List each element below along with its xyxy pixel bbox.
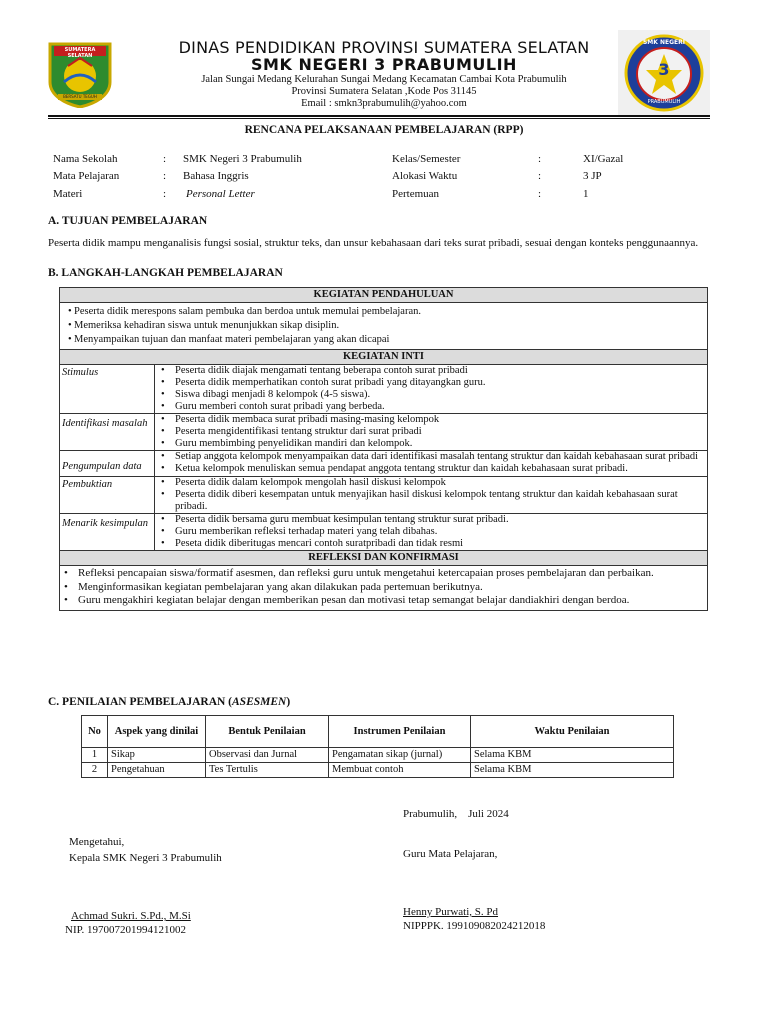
list-item: • Peserta didik membaca surat pribadi masing-masing kelompok — [157, 414, 703, 426]
stimulus-label: Stimulus — [60, 365, 155, 414]
table-cell: Membuat contoh — [329, 763, 471, 778]
list-item: • Setiap anggota kelompok menyampaikan data dari identifikasi masalah tentang struktur dan kaidah kebahasaan surat pribadi — [157, 451, 703, 463]
doc-title: RENCANA PELAKSANAAN PEMBELAJARAN (RPP) — [244, 124, 524, 136]
list-item: • Peserta didik merespons salam pembuka dan berdoa untuk memulai pembelajaran. — [64, 305, 703, 319]
pembuktian-cell — [155, 477, 708, 514]
kepala-name: Achmad Sukri. S.Pd., M.Si — [71, 910, 191, 922]
refleksi-header: REFLEKSI DAN KONFIRMASI — [60, 551, 708, 566]
list-item: • Peserta didik diberi kesempatan untuk menyajikan hasil diskusi kelompok tentang struktur dan kaidah kebahasaan surat pribadi. — [157, 489, 703, 513]
logo-text-bottom: PRABUMULIH — [647, 99, 681, 105]
header-rule-thin — [48, 118, 710, 119]
table-cell: Sikap — [108, 748, 206, 763]
logo-text-top: SMK NEGERI — [642, 39, 686, 46]
refleksi-cell — [60, 566, 708, 611]
table-cell: 2 — [82, 763, 108, 778]
pembuktian-label: Pembuktian — [60, 477, 155, 514]
list-item: • Menginformasikan kegiatan pembelajaran yang akan dilakukan pada pertemuan berikutnya. — [60, 581, 703, 595]
school-name: SMK NEGERI 3 PRABUMULIH — [251, 55, 517, 74]
colon: : — [538, 188, 542, 200]
section-a-title: A. TUJUAN PEMBELAJARAN — [48, 215, 208, 227]
guru-title: Guru Mata Pelajaran, — [403, 848, 498, 860]
list-item: • Peserta didik diajak mengamati tentang beberapa contoh surat pribadi — [157, 365, 703, 377]
school-address — [154, 74, 614, 110]
col-header: Aspek yang dinilai — [108, 716, 206, 748]
list-item: • Peserta mengidentifikasi tentang struktur dari surat pribadi — [157, 426, 703, 438]
label-nama-sekolah: Nama Sekolah — [53, 153, 118, 165]
colon: : — [538, 170, 542, 182]
activity-table — [59, 287, 708, 611]
logo-number: 3 — [658, 60, 670, 79]
header-rule-thick — [48, 115, 710, 117]
label-kelas-semester: Kelas/Semester — [392, 153, 461, 165]
colon: : — [163, 153, 167, 165]
table-cell: Pengamatan sikap (jurnal) — [329, 748, 471, 763]
col-header: No — [82, 716, 108, 748]
menarik-label: Menarik kesimpulan — [60, 514, 155, 551]
list-item: • Ketua kelompok menuliskan semua pendapat anggota tentang struktur dan kaidah kebahasaan surat pribadi. — [157, 463, 703, 475]
section-b-title: B. LANGKAH-LANGKAH PEMBELAJARAN — [48, 267, 283, 279]
value-kelas-semester: XI/Gazal — [583, 153, 624, 165]
table-cell: Selama KBM — [471, 763, 674, 778]
label-mata-pelajaran: Mata Pelajaran — [53, 170, 120, 182]
list-item: • Menyampaikan tujuan dan manfaat materi pembelajaran yang akan dicapai — [64, 333, 703, 347]
value-alokasi-waktu: 3 JP — [583, 170, 602, 182]
section-c-title-suffix: ) — [286, 696, 291, 708]
pengumpulan-cell — [155, 451, 708, 477]
agency-name: DINAS PENDIDIKAN PROVINSI SUMATERA SELATAN — [178, 38, 590, 57]
emblem-text-top: SUMATERA SELATAN — [64, 47, 96, 59]
section-c-title — [48, 696, 290, 708]
list-item: • Peserta didik bersama guru membuat kesimpulan tentang struktur surat pribadi. — [157, 514, 703, 526]
value-materi: Personal Letter — [186, 188, 255, 200]
sumsel-emblem — [44, 38, 116, 108]
col-header: Bentuk Penilaian — [206, 716, 329, 748]
colon: : — [163, 170, 167, 182]
kepala-nip: NIP. 197007201994121002 — [65, 924, 187, 936]
list-item: • Peseta didik diberitugas mencari contoh suratpribadi dan tidak resmi — [157, 538, 703, 550]
table-cell: Pengetahuan — [108, 763, 206, 778]
table-cell: Observasi dan Jurnal — [206, 748, 329, 763]
list-item: • Guru membimbing penyelidikan mandiri dan kelompok. — [157, 438, 703, 450]
table-row — [82, 748, 674, 763]
table-cell: Selama KBM — [471, 748, 674, 763]
list-item: • Peserta didik dalam kelompok mengolah hasil diskusi kelompok — [157, 477, 703, 489]
value-pertemuan: 1 — [583, 188, 589, 200]
email-line: Email : smkn3prabumulih@yahoo.com — [301, 98, 467, 109]
label-alokasi-waktu: Alokasi Waktu — [392, 170, 458, 182]
table-row — [82, 763, 674, 778]
guru-name: Henny Purwati, S. Pd — [403, 906, 499, 918]
assessment-table — [81, 715, 674, 778]
list-item: • Guru mengakhiri kegiatan belajar dengan memberikan pesan dan motivasi tetap semangat belajar dandiakhiri dengan berdoa. — [60, 594, 703, 608]
value-nama-sekolah: SMK Negeri 3 Prabumulih — [183, 153, 302, 165]
value-mata-pelajaran: Bahasa Inggris — [183, 170, 249, 182]
pendahuluan-cell — [60, 303, 708, 350]
list-item: • Memeriksa kehadiran siswa untuk menunjukkan sikap disiplin. — [64, 319, 703, 333]
school-logo — [618, 30, 710, 116]
pengumpulan-label: Pengumpulan data — [60, 451, 155, 477]
emblem-text-bottom: BERSATU TEGUH — [63, 94, 97, 99]
place-date: Prabumulih, Juli 2024 — [403, 808, 509, 820]
table-cell: Tes Tertulis — [206, 763, 329, 778]
label-pertemuan: Pertemuan — [392, 188, 440, 200]
list-item: • Siswa dibagi menjadi 8 kelompok (4-5 siswa). — [157, 389, 703, 401]
kepala-title: Kepala SMK Negeri 3 Prabumulih — [69, 852, 222, 864]
address-line-1: Jalan Sungai Medang Kelurahan Sungai Medang Kecamatan Cambai Kota Prabumulih — [201, 74, 567, 85]
section-a-text: Peserta didik mampu menganalisis fungsi sosial, struktur teks, dan unsur kebahasaan dari teks surat pribadi, sesuai dengan konteks penggunaannya. — [48, 237, 699, 249]
colon: : — [538, 153, 542, 165]
inti-header: KEGIATAN INTI — [60, 350, 708, 365]
menarik-cell — [155, 514, 708, 551]
list-item: • Peserta didik memperhatikan contoh surat pribadi yang ditayangkan guru. — [157, 377, 703, 389]
col-header: Instrumen Penilaian — [329, 716, 471, 748]
identifikasi-cell — [155, 414, 708, 451]
label-materi: Materi — [53, 188, 83, 200]
list-item: • Guru memberi contoh surat pribadi yang berbeda. — [157, 401, 703, 413]
colon: : — [163, 188, 167, 200]
section-c-title-prefix: C. PENILAIAN PEMBELAJARAN ( — [48, 696, 233, 708]
list-item: • Refleksi pencapaian siswa/formatif asesmen, dan refleksi guru untuk mengetahui ketercapaian proses pembelajaran dan perbaikan. — [60, 567, 703, 581]
mengetahui-label: Mengetahui, — [69, 836, 125, 848]
list-item: • Guru memberikan refleksi terhadap materi yang telah dibahas. — [157, 526, 703, 538]
identifikasi-label: Identifikasi masalah — [60, 414, 155, 451]
col-header: Waktu Penilaian — [471, 716, 674, 748]
guru-nip: NIPPPK. 199109082024212018 — [403, 920, 546, 932]
section-c-title-italic: ASESMEN — [232, 696, 287, 708]
address-line-2: Provinsi Sumatera Selatan ,Kode Pos 31145 — [291, 86, 477, 97]
stimulus-cell — [155, 365, 708, 414]
pendahuluan-header: KEGIATAN PENDAHULUAN — [60, 288, 708, 303]
table-cell: 1 — [82, 748, 108, 763]
